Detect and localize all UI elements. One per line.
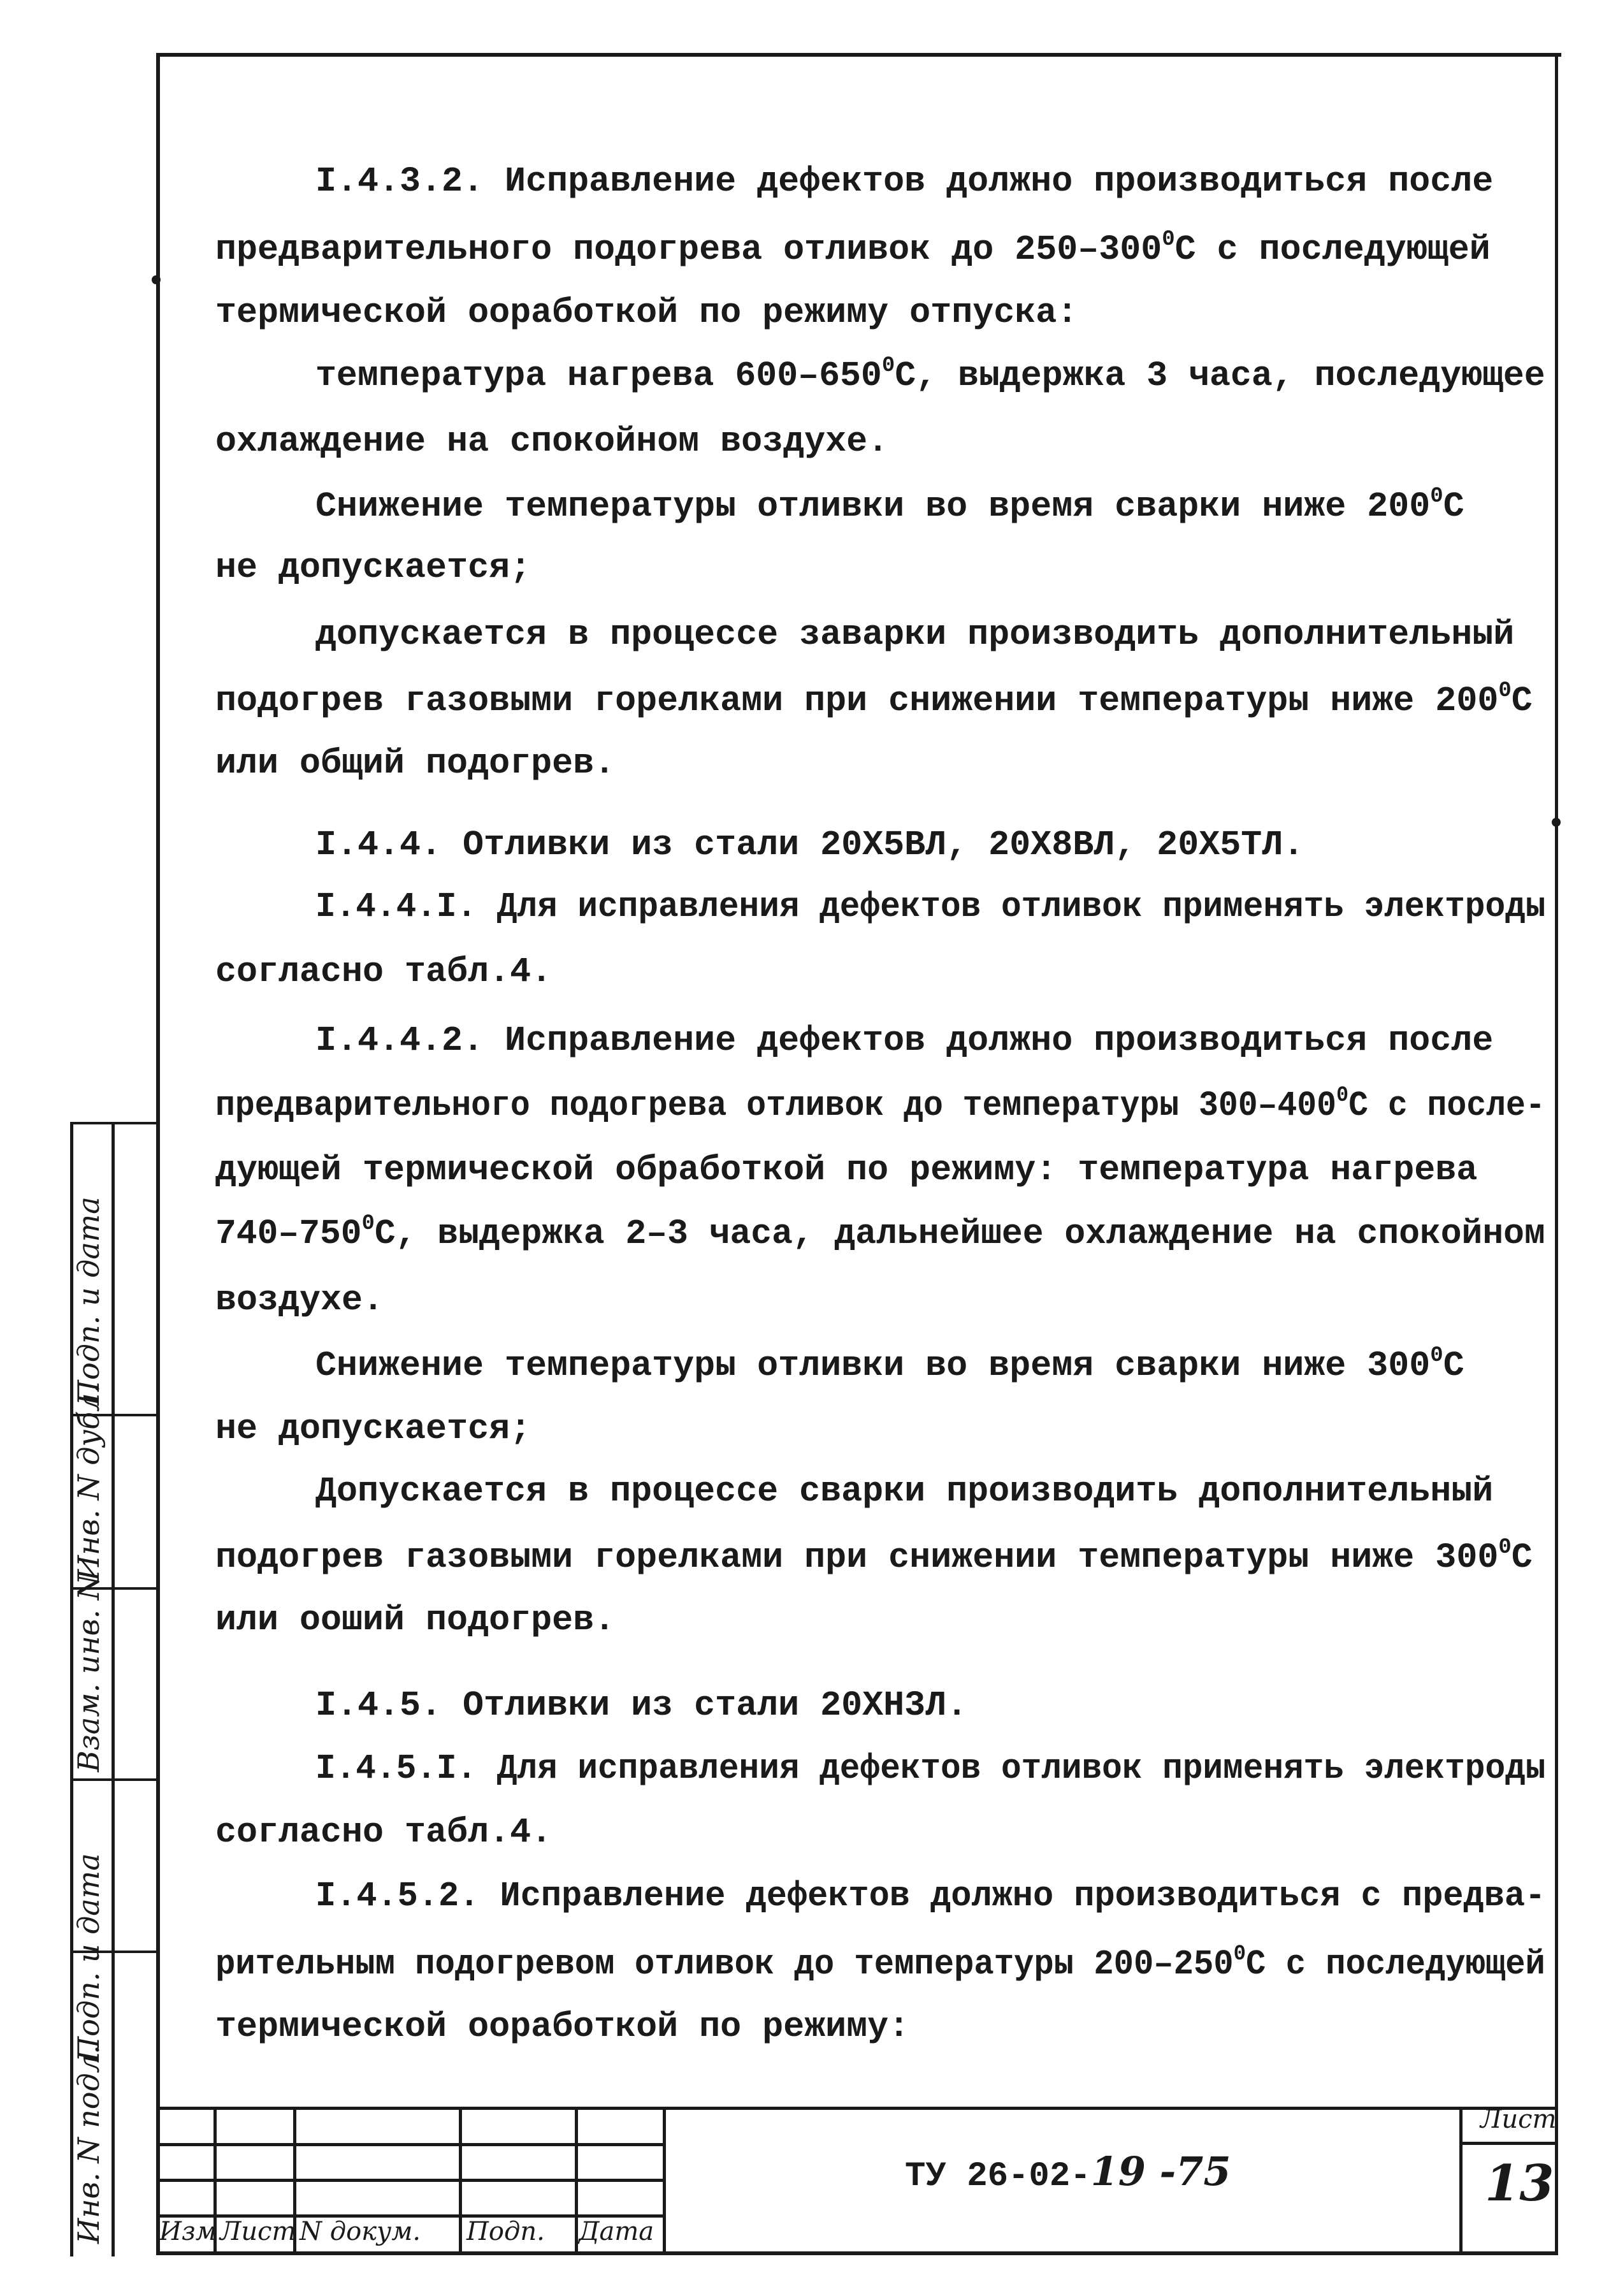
degree-superscript: 0 <box>1430 1344 1443 1368</box>
text-line-main: предварительного подогрева отливок до 250–300 <box>215 229 1162 270</box>
text-line-main: термической ооработкой по режиму отпуска: <box>215 293 1078 333</box>
text-line-main: допускается в процессе заварки производить дополнительный <box>315 614 1515 655</box>
text-line-main: I.4.4.2. Исправление дефектов должно производиться после <box>315 1021 1494 1061</box>
text-line <box>315 1472 1493 1511</box>
text-line <box>315 163 1493 201</box>
degree-superscript: 0 <box>1498 679 1512 703</box>
degree-superscript: 0 <box>881 354 895 378</box>
text-line-main: Допускается в процессе сварки производить дополнительный <box>315 1471 1494 1511</box>
text-line-main: охлаждение на спокойном воздухе. <box>215 421 889 461</box>
col-list-label: Лист <box>220 2217 296 2246</box>
col-docnum-label: N докум. <box>300 2217 421 2246</box>
margin-vzam-inv-label: Взам. инв. N <box>71 1574 106 1772</box>
title-block-row-rule <box>156 2179 663 2182</box>
text-line <box>315 1687 967 1725</box>
title-block-row-rule <box>156 2143 663 2146</box>
title-block-col-rule <box>663 2107 666 2253</box>
degree-superscript: 0 <box>1430 484 1443 509</box>
binding-hole-mark <box>1552 818 1561 827</box>
sheet-label: Лист <box>1480 2105 1557 2134</box>
text-line <box>315 484 1464 527</box>
frame-top-border <box>156 53 1561 57</box>
text-line-tail: С, выдержка 3 часа, последующее <box>895 356 1545 396</box>
text-line <box>315 1022 1493 1060</box>
text-line <box>215 294 1078 332</box>
text-line-main: предварительного подогрева отливок до температуры 300–400 <box>215 1086 1337 1126</box>
text-line <box>215 2008 909 2046</box>
text-line-tail: С <box>1443 1346 1464 1386</box>
col-data-label: Дата <box>579 2217 654 2246</box>
text-line <box>215 423 888 461</box>
text-line-main: или ооший подогрев. <box>215 1600 616 1640</box>
text-line <box>315 888 1545 926</box>
text-line <box>315 616 1514 654</box>
frame-left-border <box>156 53 160 2255</box>
text-line-main: подогрев газовыми горелками при снижении температуры ниже 200 <box>215 681 1499 721</box>
text-line-main: температура нагрева 600–650 <box>315 356 882 396</box>
margin-inv-podl-label: Инв. N подл. <box>71 2045 106 2244</box>
degree-superscript: 0 <box>1233 1942 1246 1966</box>
margin-stamp-divider <box>70 1122 159 1124</box>
document-code-prefix: ТУ 26-02- <box>905 2157 1091 2196</box>
text-line-main: дующей термической обработкой по режиму: температура нагрева <box>215 1150 1478 1190</box>
title-block-col-rule <box>575 2107 578 2253</box>
text-line <box>215 1212 1545 1254</box>
text-line <box>215 745 615 783</box>
margin-podp-data-label: Подп. и дата <box>71 1853 106 2062</box>
sheet-number: 13 <box>1485 2154 1554 2212</box>
text-line <box>215 1281 384 1319</box>
title-block-top-rule <box>156 2107 1558 2110</box>
degree-superscript: 0 <box>1336 1084 1349 1108</box>
text-line-tail: С с последующей <box>1174 229 1491 270</box>
title-block-col-rule <box>1459 2107 1463 2253</box>
frame-bottom-border <box>156 2251 1558 2255</box>
degree-superscript: 0 <box>361 1212 375 1236</box>
text-line <box>215 679 1533 721</box>
text-line-main: рительным подогревом отливок до температуры 200–250 <box>215 1944 1234 1984</box>
col-podp-label: Подп. <box>466 2217 545 2246</box>
text-line <box>215 1942 1545 1984</box>
document-code <box>905 2148 1231 2196</box>
text-line-main: не допускается; <box>215 1409 531 1449</box>
text-line-main: Снижение температуры отливки во время сварки ниже 300 <box>315 1346 1431 1386</box>
text-line-main: Снижение температуры отливки во время сварки ниже 200 <box>315 486 1431 527</box>
text-line-tail: С <box>1511 1537 1533 1578</box>
text-line-tail: С с последующей <box>1245 1944 1545 1984</box>
text-line-tail: С, выдержка 2–3 часа, дальнейшее охлаждение на спокойном <box>374 1214 1545 1254</box>
text-line-main: I.4.5.2. Исправление дефектов должно производиться с предва- <box>315 1876 1546 1916</box>
text-line <box>215 1410 531 1448</box>
degree-superscript: 0 <box>1162 228 1175 252</box>
text-line-main: I.4.4.I. Для исправления дефектов отливок применять электроды <box>315 887 1546 927</box>
margin-stamp-inner-rule <box>112 1122 115 2256</box>
text-line <box>315 1344 1464 1386</box>
text-line <box>315 1750 1545 1788</box>
text-line-main: согласно табл.4. <box>215 1812 553 1852</box>
text-line <box>215 228 1491 270</box>
text-line <box>315 1877 1545 1915</box>
text-line <box>215 1151 1477 1189</box>
binding-hole-mark <box>152 275 161 284</box>
text-line-main: воздухе. <box>215 1280 384 1320</box>
margin-podp-data2-label: Подп. и дата <box>71 1196 106 1406</box>
text-line <box>315 826 1304 864</box>
sheet-cell-rule <box>1459 2142 1555 2145</box>
text-line-main: I.4.4. Отливки из стали 20Х5ВЛ, 20Х8ВЛ, 20Х5ТЛ. <box>315 825 1304 865</box>
text-line-main: подогрев газовыми горелками при снижении температуры ниже 300 <box>215 1537 1499 1578</box>
text-line <box>215 1084 1545 1126</box>
text-line-main: I.4.5.I. Для исправления дефектов отливок применять электроды <box>315 1748 1546 1789</box>
text-line-main: I.4.3.2. Исправление дефектов должно производиться после <box>315 161 1494 201</box>
frame-right-border <box>1555 53 1558 2255</box>
text-line-main: согласно табл.4. <box>215 952 553 992</box>
text-line <box>215 549 531 587</box>
text-line-tail: С <box>1443 486 1464 527</box>
text-line-tail: С <box>1511 681 1533 721</box>
text-line <box>215 1813 552 1852</box>
text-line <box>215 1536 1533 1578</box>
text-line-main: или общий подогрев. <box>215 743 616 783</box>
text-line <box>215 953 552 991</box>
text-line-tail: С с после- <box>1348 1086 1545 1126</box>
text-line-main: 740–750 <box>215 1214 362 1254</box>
text-line <box>215 1601 615 1639</box>
text-line-main: I.4.5. Отливки из стали 20ХН3Л. <box>315 1685 968 1726</box>
margin-stamp-divider <box>70 1778 159 1781</box>
text-line-main: не допускается; <box>215 548 531 588</box>
title-block-col-rule <box>459 2107 462 2253</box>
text-line <box>315 354 1545 396</box>
text-line-main: термической ооработкой по режиму: <box>215 2007 910 2047</box>
col-izm-label: Изм <box>159 2217 217 2246</box>
margin-inv-dubl-label: Инв. N дубл. <box>71 1383 106 1581</box>
degree-superscript: 0 <box>1498 1536 1512 1560</box>
document-code-handwritten: 19 -75 <box>1090 2148 1231 2195</box>
